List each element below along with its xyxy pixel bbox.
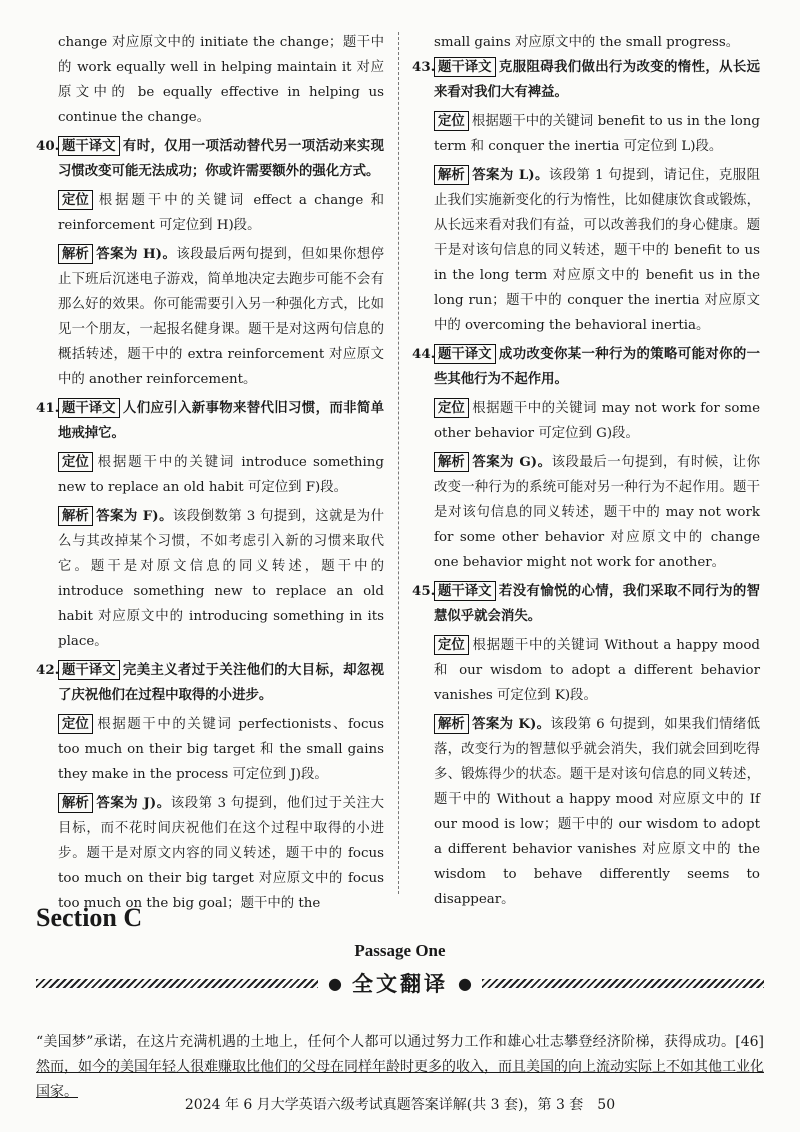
analysis-label: 解析 (434, 165, 469, 185)
analysis-label: 解析 (58, 793, 93, 813)
locate-text: 根据题干中的关键词 Without a happy mood 和 our wisdom to adopt a different behavior vanishes 可定位到 K)段。 (434, 638, 760, 703)
analysis-label: 解析 (58, 244, 93, 264)
hatch-decoration-left (36, 979, 318, 988)
paragraph-text: “美国梦”承诺，在这片充满机遇的土地上，任何个人都可以通过努力工作和雄心壮志攀登经济阶梯，获得成功。[46] (36, 1034, 764, 1050)
question-44 (412, 342, 760, 392)
locate-label: 定位 (58, 452, 93, 472)
translation-text: 克服阻碍我们做出行为改变的惰性，从长远来看对我们大有裨益。 (434, 59, 760, 100)
page-footer: 2024 年 6 月大学英语六级考试真题答案详解(共 3 套)，第 3 套 50 (184, 1097, 616, 1113)
passage-title: Passage One (354, 941, 446, 960)
translation-label: 题干译文 (58, 398, 120, 418)
question-42 (36, 658, 384, 708)
locate-label: 定位 (434, 398, 469, 418)
translation-text: 人们应引入新事物来替代旧习惯，而非简单地戒掉它。 (58, 400, 384, 441)
translation-text: 有时，仅用一项活动替代另一项活动来实现习惯改变可能无法成功；你或许需要额外的强化方式。 (58, 138, 384, 179)
question-43 (412, 55, 760, 105)
bullet-dot-icon: ● (458, 973, 472, 993)
analysis-block (36, 791, 384, 916)
right-column (412, 30, 760, 912)
locate-text: 根据题干中的关键词 may not work for some other behavior 可定位到 G)段。 (434, 401, 760, 441)
analysis-text: 该段第 1 句提到，请记住，克服阻止我们实施新变化的行为惰性，比如健康饮食或锻炼，从长远来看对我们有益，可以改善我们的身心健康。题干是对该句信息的同义转述，题干中的 benefit to us in the long term 对应原文中的 benefit us in the long run；题干中的 conquer the inertia 对应原文中的 overcoming the behavioral inertia。 (434, 168, 760, 333)
hatch-decoration-right (482, 979, 764, 988)
locate-label: 定位 (434, 635, 469, 655)
locate-block (36, 712, 384, 787)
translation-label: 题干译文 (434, 344, 496, 364)
locate-block (412, 109, 760, 159)
question-45 (412, 579, 760, 629)
translation-text: 完美主义者过于关注他们的大目标，却忽视了庆祝他们在过程中取得的小进步。 (58, 662, 384, 703)
analysis-label: 解析 (434, 452, 469, 472)
analysis-block (412, 712, 760, 912)
answer-text: 答案为 H)。 (95, 246, 177, 262)
question-number: 44. (412, 346, 436, 362)
continued-explanation: small gains 对应原文中的 the small progress。 (434, 35, 740, 50)
analysis-block (36, 504, 384, 654)
question-40 (36, 134, 384, 184)
translation-label: 题干译文 (434, 581, 496, 601)
answer-text: 答案为 G)。 (471, 454, 552, 470)
section-title: Section C (36, 903, 143, 932)
locate-text: 根据题干中的关键词 effect a change 和 reinforcement 可定位到 H)段。 (58, 193, 384, 233)
translation-text: 若没有愉悦的心情，我们采取不同行为的智慧似乎就会消失。 (434, 583, 760, 624)
question-number: 43. (412, 59, 436, 75)
analysis-text: 该段倒数第 3 句提到，这就是为什么与其改掉某个习惯，不如考虑引入新的习惯来取代它。题干是对原文信息的同义转述，题干中的 introduce something new to replace an old habit 对应原文中的 introducing something in its place。 (58, 509, 384, 649)
locate-text: 根据题干中的关键词 perfectionists、focus too much on their big target 和 the small gains they make in the process 可定位到 J)段。 (58, 717, 384, 782)
question-number: 41. (36, 400, 60, 416)
locate-label: 定位 (58, 190, 93, 210)
column-divider (398, 32, 399, 894)
question-41 (36, 396, 384, 446)
analysis-block (412, 450, 760, 575)
translation-text: 成功改变你某一种行为的策略可能对你的一些其他行为不起作用。 (434, 346, 760, 387)
locate-block (36, 450, 384, 500)
translation-label: 题干译文 (58, 136, 120, 156)
locate-block (412, 633, 760, 708)
answer-text: 答案为 K)。 (471, 716, 551, 732)
answer-text: 答案为 J)。 (95, 795, 171, 811)
locate-text: 根据题干中的关键词 introduce something new to replace an old habit 可定位到 F)段。 (58, 455, 384, 495)
answer-text: 答案为 F)。 (95, 508, 173, 524)
question-number: 45. (412, 583, 436, 599)
answer-text: 答案为 L)。 (471, 167, 549, 183)
analysis-text: 该段第 3 句提到，他们过于关注大目标，而不花时间庆祝他们在这个过程中取得的小进步。题干是对原文内容的同义转述，题干中的 focus too much on their big target 对应原文中的 focus too much on the big goal；题干中的 the (58, 796, 384, 911)
locate-label: 定位 (434, 111, 469, 131)
analysis-block (36, 242, 384, 392)
underlined-sentence: 然而，如今的美国年轻人很难赚取比他们的父母在同样年龄时更多的收入，而且美国的向上流动实际上不如其他工业化国家。 (36, 1059, 764, 1100)
question-number: 42. (36, 662, 60, 678)
analysis-label: 解析 (58, 506, 93, 526)
analysis-block (412, 163, 760, 338)
left-column (36, 30, 384, 916)
analysis-label: 解析 (434, 714, 469, 734)
analysis-text: 该段第 6 句提到，如果我们情绪低落，改变行为的智慧似乎就会消失，我们就会回到吃得多、锻炼得少的状态。题干是对该句信息的同义转述，题干中的 Without a happy mood 对应原文中的 If our mood is low；题干中的 our wisdom to adopt a different behavior vanishes 对应原文中的 the wisdom to behave differently seems to disappear。 (434, 717, 760, 907)
bullet-dot-icon: ● (328, 973, 342, 993)
locate-label: 定位 (58, 714, 93, 734)
analysis-text: 该段最后一句提到，有时候，让你改变一种行为的系统可能对另一种行为不起作用。题干是对该句信息的同义转述，题干中的 may not work for some other behavior 对应原文中的 change one behavior might not work for another。 (434, 455, 761, 570)
full-translation-banner (36, 968, 764, 998)
continued-explanation: change 对应原文中的 initiate the change；题干中的 work equally well in helping maintain it 对应原文中的 be equally effective in helping us continue the change。 (58, 35, 384, 125)
translation-label: 题干译文 (58, 660, 120, 680)
locate-text: 根据题干中的关键词 benefit to us in the long term 和 conquer the inertia 可定位到 L)段。 (434, 114, 760, 154)
locate-block (412, 396, 760, 446)
question-number: 40. (36, 138, 60, 154)
banner-title: 全文翻译 (352, 972, 448, 996)
analysis-text: 该段最后两句提到，但如果你想停止下班后沉迷电子游戏，简单地决定去跑步可能不会有那么好的效果。你可能需要引入另一种强化方式，比如见一个朋友，一起报名健身课。题干是对这两句信息的概括转述，题干中的 extra reinforcement 对应原文中的 another reinforcement。 (58, 247, 384, 387)
locate-block (36, 188, 384, 238)
translation-label: 题干译文 (434, 57, 496, 77)
